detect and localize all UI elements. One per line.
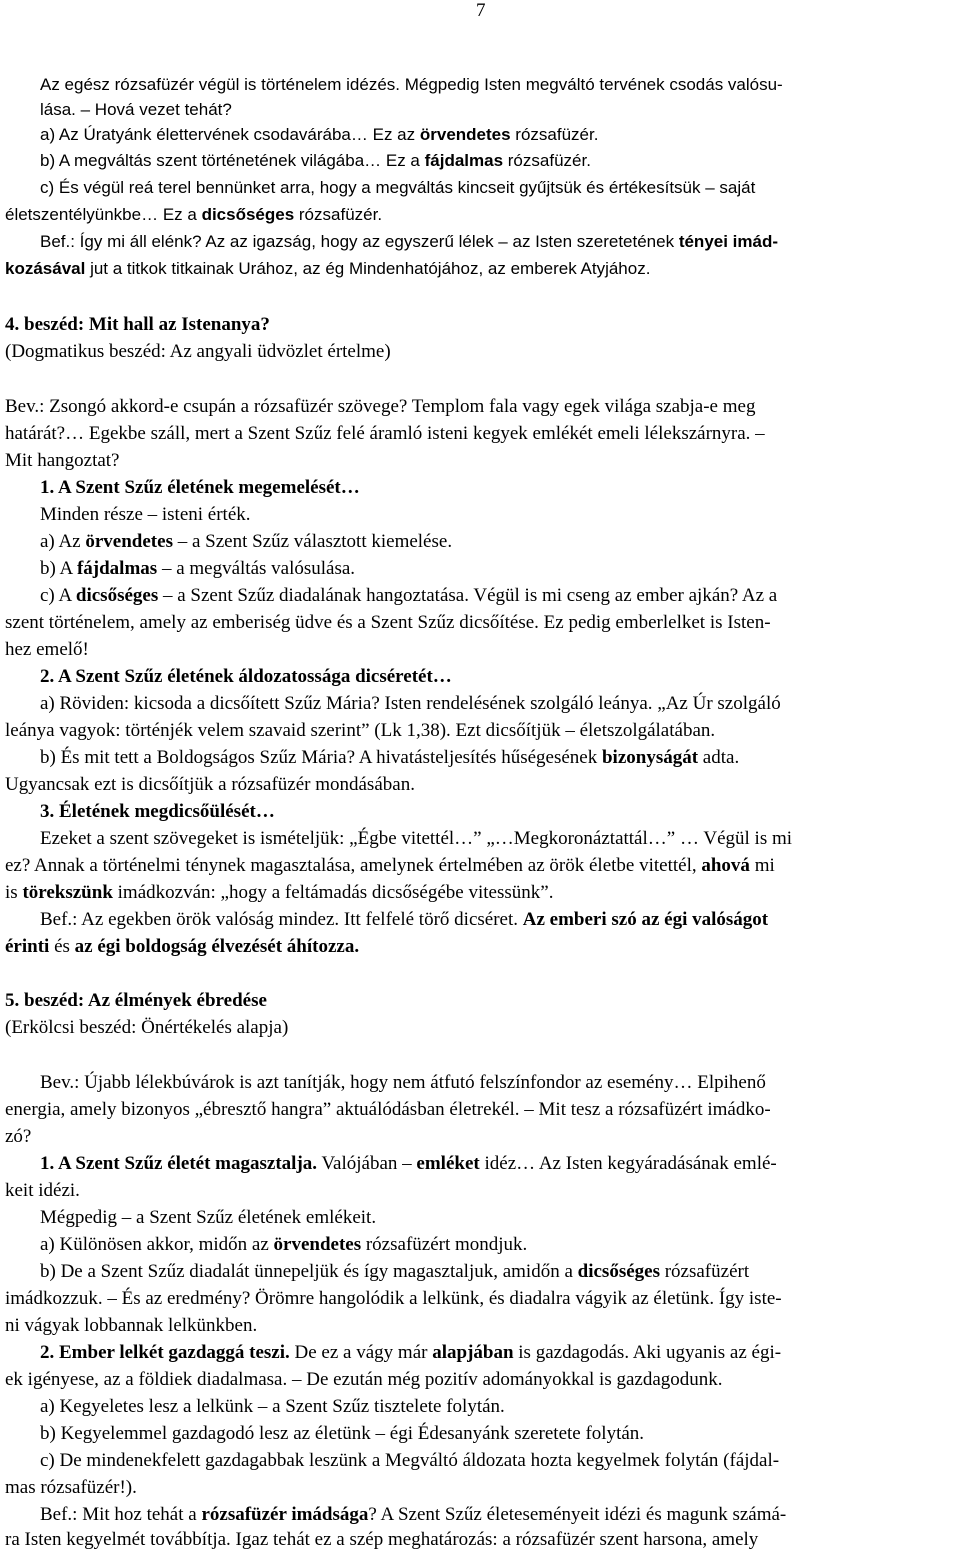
s4-h3-line: ez? Annak a történelmi ténynek magasztalása, amelynek értelmében az örök életbe vitettél, ahová mi (5, 855, 775, 876)
s4-intro-line: Bev.: Zsongó akkord-e csupán a rózsafüzér szövege? Templom fala vagy egek világa szabja-e meg (5, 396, 756, 417)
intro-paragraph-line: lása. – Hová vezet tehát? (40, 100, 232, 119)
s5-intro-line: zó? (5, 1126, 32, 1147)
s5-h1-item-b-cont: ni vágyak lobbannak lelkünkben. (5, 1315, 258, 1336)
intro-item-b: b) A megváltás szent történetének világába… Ez a fájdalmas rózsafüzér. (40, 151, 591, 170)
s4-h2-item-b-cont: Ugyancsak ezt is dicsőítjük a rózsafüzér mondásában. (5, 774, 415, 795)
s5-h2-item-b: b) Kegyelemmel gazdagodó lesz az életünk – égi Édesanyánk szeretete folytán. (40, 1423, 645, 1444)
s4-h2-item-a: a) Röviden: kicsoda a dicsőített Szűz Mária? Isten rendelésének szolgáló leánya. „Az Úr szolgáló (40, 693, 781, 714)
intro-item-c: c) És végül reá terel bennünket arra, hogy a megváltás kincseit gyűjtsük és értékesítsük – saját (40, 178, 756, 197)
s5-h1-item-b-cont: imádkozzuk. – És az eredmény? Örömre hangolódik a lelkünk, és diadalra vágyik az életünk. Így iste- (5, 1288, 782, 1309)
intro-conclusion: Bef.: Így mi áll elénk? Az az igazság, hogy az egyszerű lélek – az Isten szeretetének tényei imád- (40, 232, 779, 251)
s5-h2-item-c-cont: mas rózsafüzér!). (5, 1477, 137, 1498)
s4-h3-line: Ezeket a szent szövegeket is ismételjük: „Égbe vitettél…” „…Megkoronáztattál…” … Végül is mi (40, 828, 793, 849)
s4-intro-line: Mit hangoztat? (5, 450, 120, 471)
s5-h1-line: Mégpedig – a Szent Szűz életének emlékeit. (40, 1207, 377, 1228)
s5-intro-line: Bev.: Újabb lélekbúvárok is azt tanítják, hogy nem átfutó felszínfondor az esemény… Elpihenő (40, 1072, 766, 1093)
s4-h2-item-b: b) És mit tett a Boldogságos Szűz Mária? A hivatásteljesítés hűségesének bizonyságát adta. (40, 747, 740, 768)
s5-conclusion-cont: ra Isten kegyelmét továbbítja. Igaz tehát ez a szép meghatározás: a rózsafüzér szent harsona, amely (5, 1529, 759, 1550)
s5-h1-item-b: b) De a Szent Szűz diadalát ünnepeljük és így magasztaljuk, amidőn a dicsőséges rózsafüzért (40, 1261, 750, 1282)
s4-h1-line: Minden része – isteni érték. (40, 504, 251, 525)
s4-h2-item-a-cont: leánya vagyok: történjék velem szavaid szerint” (Lk 1,38). Ezt dicsőítjük – életszolgálatában. (5, 720, 716, 741)
s4-conclusion-cont: érinti és az égi boldogság élvezését áhítozza. (5, 936, 360, 957)
s4-h3-line: is törekszünk imádkozván: „hogy a feltámadás dicsőségébe vitessünk”. (5, 882, 554, 903)
s5-h2-cont: ek igényese, az a földiek diadalmasa. – De ezután még pozitív adományokkal is gazdagodunk. (5, 1369, 723, 1390)
s5-h1-item-a: a) Különösen akkor, midőn az örvendetes rózsafüzért mondjuk. (40, 1234, 528, 1255)
s4-h1-item-c-cont: hez emelő! (5, 639, 89, 660)
s5-heading-1: 1. A Szent Szűz életét magasztalja. Valójában – emléket idéz… Az Isten kegyáradásának emlé- (40, 1153, 777, 1174)
s4-heading-1: 1. A Szent Szűz életének megemelését… (40, 477, 360, 498)
s5-h2-item-c: c) De mindenekfelett gazdagabbak leszünk a Megváltó áldozata hozta kegyelmek folytán (fájdal- (40, 1450, 780, 1471)
section-5-title: 5. beszéd: Az élmények ébredése (5, 990, 267, 1011)
section-4-subtitle: (Dogmatikus beszéd: Az angyali üdvözlet értelme) (5, 341, 391, 362)
section-5-subtitle: (Erkölcsi beszéd: Önértékelés alapja) (5, 1017, 289, 1038)
s5-h2-item-a: a) Kegyeletes lesz a lelkünk – a Szent Szűz tisztelete folytán. (40, 1396, 505, 1417)
page-number: 7 (476, 0, 486, 21)
intro-conclusion-cont: kozásával jut a titkok titkainak Urához, az ég Mindenhatójához, az emberek Atyjához. (5, 259, 651, 278)
s4-h1-item-a: a) Az örvendetes – a Szent Szűz választott kiemelése. (40, 531, 453, 552)
s4-h1-item-c-cont: szent történelem, amely az emberiség üdve és a Szent Szűz dicsőítése. Ez pedig emberlelket is Isten- (5, 612, 771, 633)
intro-item-c-cont: életszentélyünkbe… Ez a dicsőséges rózsafüzér. (5, 205, 383, 224)
s5-heading-2: 2. Ember lelkét gazdaggá teszi. De ez a vágy már alapjában is gazdagodás. Aki ugyanis az égi- (40, 1342, 782, 1363)
s4-intro-line: határát?… Egekbe száll, mert a Szent Szűz felé áramló isteni kegyek emlékét emeli lélekszárnyra. – (5, 423, 765, 444)
intro-paragraph-line: Az egész rózsafüzér végül is történelem idézés. Mégpedig Isten megváltó tervének csodás valósu- (40, 75, 783, 94)
s5-intro-line: energia, amely bizonyos „ébresztő hangra” aktuálódásban életrekél. – Mit tesz a rózsafüzért imádko- (5, 1099, 771, 1120)
s4-conclusion: Bef.: Az egekben örök valóság mindez. Itt felfelé törő dicséret. Az emberi szó az égi valóságot (40, 909, 769, 930)
section-4-title: 4. beszéd: Mit hall az Istenanya? (5, 314, 270, 335)
s4-h1-item-b: b) A fájdalmas – a megváltás valósulása. (40, 558, 356, 579)
s4-heading-3: 3. Életének megdicsőülését… (40, 801, 275, 822)
intro-item-a: a) Az Úratyánk élettervének csodavárába… Ez az örvendetes rózsafüzér. (40, 125, 599, 144)
s5-conclusion: Bef.: Mit hoz tehát a rózsafüzér imádsága? A Szent Szűz életeseményeit idézi és magunk számá- (40, 1504, 787, 1525)
s4-heading-2: 2. A Szent Szűz életének áldozatossága dicséretét… (40, 666, 452, 687)
s5-h1-cont: keit idézi. (5, 1180, 80, 1201)
s4-h1-item-c: c) A dicsőséges – a Szent Szűz diadalának hangoztatása. Végül is mi cseng az ember ajkán? Az a (40, 585, 778, 606)
